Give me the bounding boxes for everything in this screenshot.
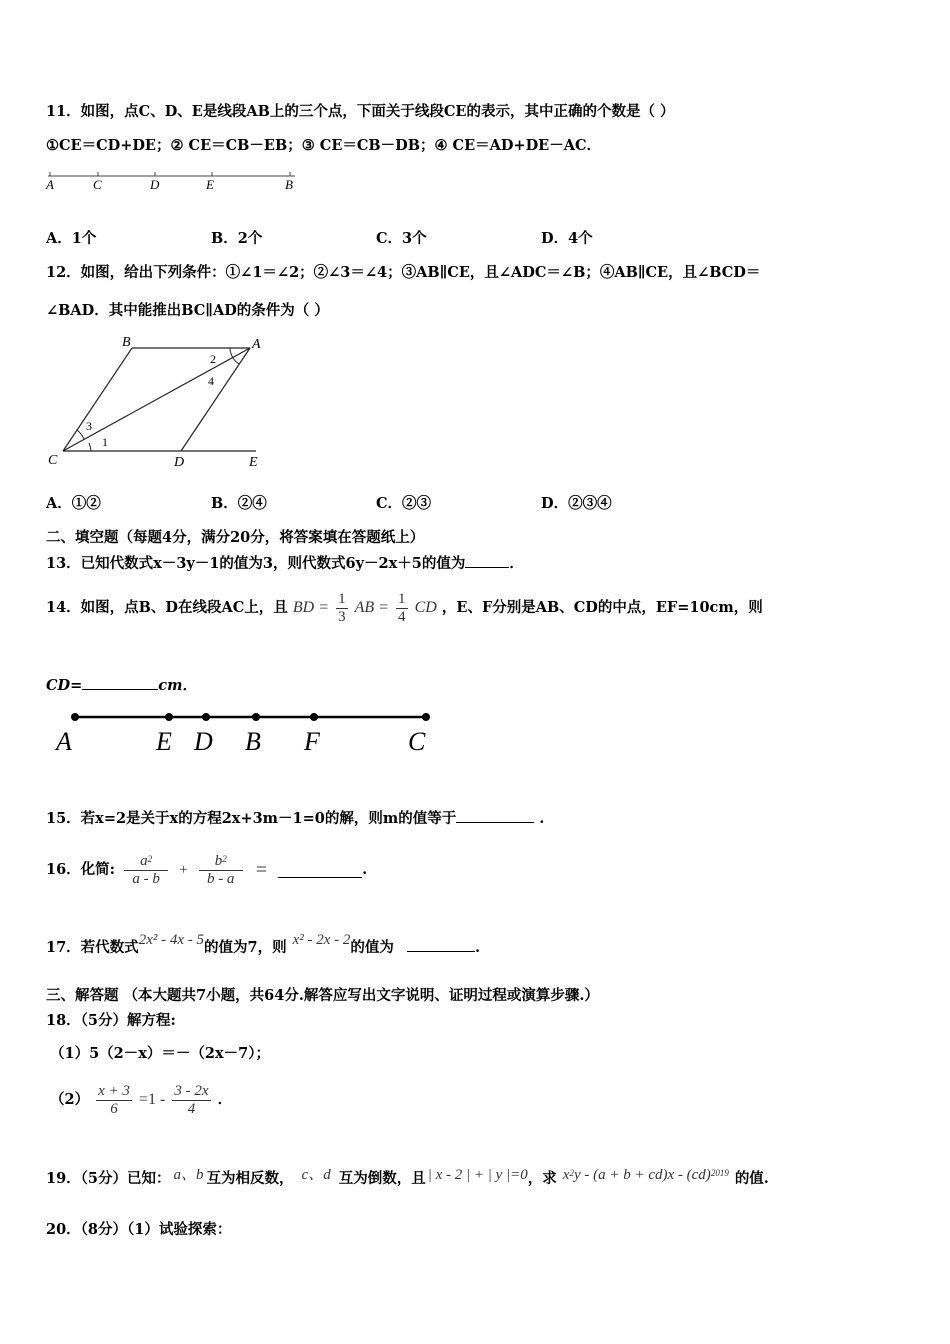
q12-label-angle-3: 3 (86, 419, 92, 433)
q17-mid: 的值为7，则 (204, 939, 287, 956)
q12-line1: 12．如图，给出下列条件：①∠1＝∠2；②∠3＝∠4；③AB∥CE，且∠ADC＝∠B；④AB∥CE，且∠BCD＝ (46, 264, 761, 281)
q11-label-e: E (206, 177, 214, 192)
q14-cd: CD (414, 599, 437, 616)
q16-fraction-a2: $\frac{a^2}{a - b}$ (124, 853, 168, 888)
q12-label-d: D (174, 455, 185, 470)
q18-part1: （1）5（2－x）＝－（2x－7）； (50, 1045, 270, 1062)
q14-fraction-1-3: $\frac{1}{3}$ (338, 590, 346, 625)
q17-expr2: x² - 2x - 2 (292, 932, 351, 948)
q17-suffix: 的值为 (350, 939, 394, 956)
q12-choice-a: A．①② (46, 495, 101, 512)
q19-cd: c、d (301, 1167, 331, 1183)
q19-expression: $x^2y - (a + b + cd)x - (cd)^{2019}$ (562, 1167, 729, 1183)
q13 (46, 553, 524, 574)
q14-line2-suffix: cm． (158, 677, 197, 694)
q11-choice-b: B．2个 (211, 230, 263, 247)
q11-segment-figure (40, 166, 310, 196)
q19-condition: | x - 2 | + | y |=0 (427, 1167, 528, 1183)
q14-segment-figure (52, 705, 452, 760)
q14-suffix: ，E、F分别是AB、CD的中点，EF=10cm，则 (441, 599, 763, 616)
q12-label-angle-4: 4 (208, 374, 214, 388)
q19-t2: 互为倒数，且 (338, 1170, 426, 1187)
q20: 20．（8分）（1）试验探索： (46, 1221, 232, 1238)
q16-plus: + (179, 862, 188, 878)
q11-label-a: A (46, 177, 54, 192)
q11-options: ①CE＝CD+DE；② CE＝CB－EB；③ CE＝CB－DB；④ CE＝AD+DE－AC． (46, 137, 602, 154)
q11-label-d: D (150, 177, 160, 192)
q16-equals: = (255, 859, 268, 881)
q19-prefix: 19．（5分）已知： (46, 1170, 171, 1187)
q18-part2-end: ． (217, 1091, 233, 1108)
q12-label-c: C (48, 453, 58, 468)
q14-line2-prefix: CD= (46, 677, 83, 694)
q16-fraction-b2: $\frac{b^2}{b - a}$ (199, 853, 243, 888)
q19-t3: ，求 (527, 1170, 557, 1187)
q11-choice-d: D．4个 (541, 230, 593, 247)
q13-end: ． (509, 555, 524, 572)
q15 (46, 808, 544, 829)
q16 (46, 848, 367, 892)
q14-line2 (46, 675, 197, 696)
q18-title: 18．（5分）解方程: (46, 1012, 176, 1029)
q12-label-e: E (249, 455, 258, 470)
q14-label-e: E (156, 727, 172, 756)
q11-choice-c: C．3个 (376, 230, 427, 247)
q14-line1 (46, 588, 763, 628)
q13-answer-blank (465, 553, 509, 568)
q17-answer-blank (407, 937, 475, 952)
section-2-title: 二、填空题（每题4分，满分20分，将答案填在答题纸上） (46, 529, 425, 546)
q19 (46, 1164, 769, 1194)
q11-stem: 11．如图，点C、D、E是线段AB上的三个点，下面关于线段CE的表示，其中正确的个数是（ ） (46, 103, 675, 120)
q12-choice-c: C．②③ (376, 495, 432, 512)
q18-fraction-x3: $\frac{x + 3}{6}$ (98, 1082, 130, 1117)
q17-prefix: 17．若代数式 (46, 939, 139, 956)
section-3-title: 三、解答题 （本大题共7小题，共64分.解答应写出文字说明、证明过程或演算步骤.） (46, 987, 599, 1004)
q18-part2 (50, 1078, 232, 1122)
q14-label-a: A (56, 727, 72, 756)
q17 (46, 932, 481, 961)
q16-end: . (362, 861, 368, 878)
q12-label-angle-1: 1 (102, 435, 108, 449)
q19-t4: 的值. (734, 1170, 769, 1187)
q11-choice-a: A．1个 (46, 230, 97, 247)
q14-answer-blank (82, 675, 158, 690)
q17-end: . (474, 939, 481, 956)
q14-bd: BD = (292, 599, 329, 616)
q16-prefix: 16．化简: (46, 861, 116, 878)
q12-parallelogram-figure (44, 333, 274, 478)
q17-expr1: 2x² - 4x - 5 (138, 932, 204, 948)
q18-mid: =1 - (139, 1091, 166, 1108)
q14-label-c: C (408, 727, 426, 756)
q11-label-b: B (285, 177, 293, 192)
q12-label-angle-2: 2 (210, 352, 216, 366)
q12-line2: ∠BAD．其中能推出BC∥AD的条件为（ ） (46, 302, 329, 319)
q16-answer-blank (278, 863, 362, 878)
q12-label-a: A (252, 337, 261, 352)
q14-ab: AB = (354, 599, 389, 616)
q14-prefix: 14．如图，点B、D在线段AC上，且 (46, 599, 288, 616)
q19-t1: 互为相反数， (206, 1170, 294, 1187)
q18-fraction-3-2x: $\frac{3 - 2x}{4}$ (174, 1082, 209, 1117)
q14-label-d: D (194, 727, 213, 756)
q13-text: 13．已知代数式x－3y－1的值为3，则代数式6y－2x＋5的值为 (46, 555, 466, 572)
q11-label-c: C (93, 177, 102, 192)
q14-fraction-1-4: $\frac{1}{4}$ (398, 590, 406, 625)
q15-text: 15．若x=2是关于x的方程2x+3m－1=0的解，则m的值等于 (46, 810, 457, 827)
q15-end: . (534, 810, 545, 827)
q12-choice-b: B．②④ (211, 495, 267, 512)
q14-label-b: B (245, 727, 261, 756)
q12-choice-d: D．②③④ (541, 495, 612, 512)
q12-label-b: B (122, 335, 131, 350)
q18-part2-label: （2） (50, 1091, 90, 1108)
q19-ab: a、b (173, 1167, 204, 1183)
q15-answer-blank (456, 808, 534, 823)
q14-label-f: F (304, 727, 320, 756)
